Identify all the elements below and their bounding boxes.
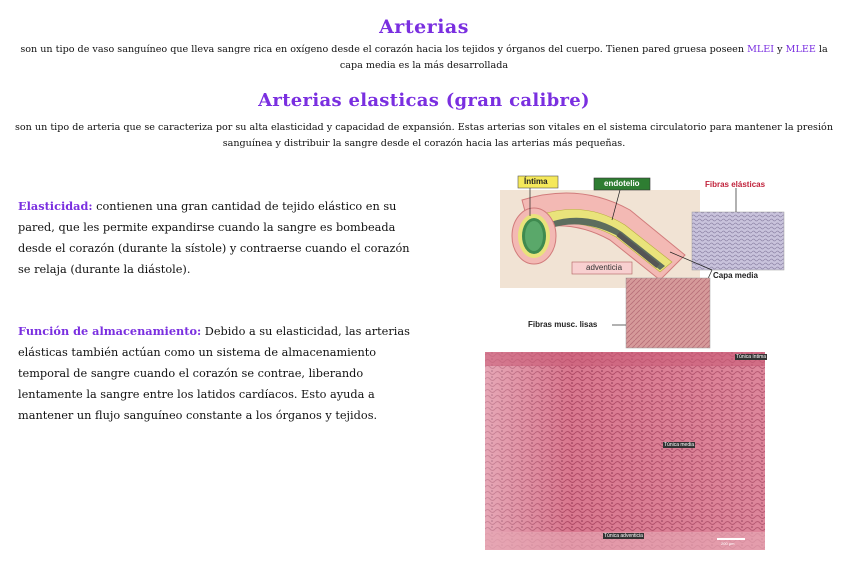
term-mlei: MLEI — [747, 44, 775, 55]
elasticity-paragraph — [18, 196, 410, 280]
artery-diagram — [500, 170, 845, 350]
label-adventicia: adventicia — [586, 263, 623, 272]
label-fibras-elasticas: Fibras elásticas — [705, 180, 766, 189]
storage-text: Debido a su elasticidad, las arterias elásticas también actúan como un sistema de almacenamiento temporal de sangre cuando el corazón se contrae, liberando lentamente la sangre entre los latidos cardíacos. Esto ayuda a mantener un flujo sanguíneo constante a los órganos y tejidos. — [18, 325, 410, 422]
elasticity-text: contienen una gran cantidad de tejido elástico en su pared, que les permite expandirse cuando la sangre es bombeada desde el corazón (durante la sístole) y contraerse cuando el corazón se relaja (durante la diástole). — [18, 200, 410, 276]
label-capa-media: Capa media — [713, 271, 758, 280]
label-tunica-intima: Túnica íntima — [736, 354, 767, 360]
section-title: Arterias elasticas (gran calibre) — [258, 90, 590, 111]
intro-text-1: son un tipo de vaso sanguíneo que lleva sangre rica en oxígeno desde el corazón hacia los tejidos y órganos del cuerpo. Tienen pared gruesa poseen — [20, 44, 748, 55]
label-fibras-musc: Fibras musc. lisas — [528, 320, 598, 329]
label-scale-bar: 200 µm — [721, 541, 735, 546]
intro-text-3: la capa media es la más desarrollada — [339, 44, 828, 71]
intro-text-2: y — [774, 44, 786, 55]
micrograph-image — [485, 352, 765, 550]
label-tunica-media: Túnica media — [664, 442, 695, 448]
label-intima: Íntima — [524, 177, 548, 186]
storage-term: Función de almacenamiento: — [18, 324, 202, 338]
label-endotelio: endotelio — [604, 179, 640, 188]
label-tunica-adventicia: Túnica adventicia — [604, 533, 643, 539]
intro-paragraph — [10, 42, 838, 74]
elasticity-term: Elasticidad: — [18, 199, 93, 213]
section-intro: son un tipo de arteria que se caracteriza por su alta elasticidad y capacidad de expansión. Estas arterias son vitales en el sistema circulatorio para mantener la presión sanguínea y distribuir la sangre desde el corazón hacia las arterias más pequeñas. — [14, 122, 833, 149]
storage-paragraph — [18, 321, 410, 426]
term-mlee: MLEE — [785, 44, 816, 55]
artery-micrograph — [485, 352, 765, 550]
page-title: Arterias — [379, 16, 469, 38]
